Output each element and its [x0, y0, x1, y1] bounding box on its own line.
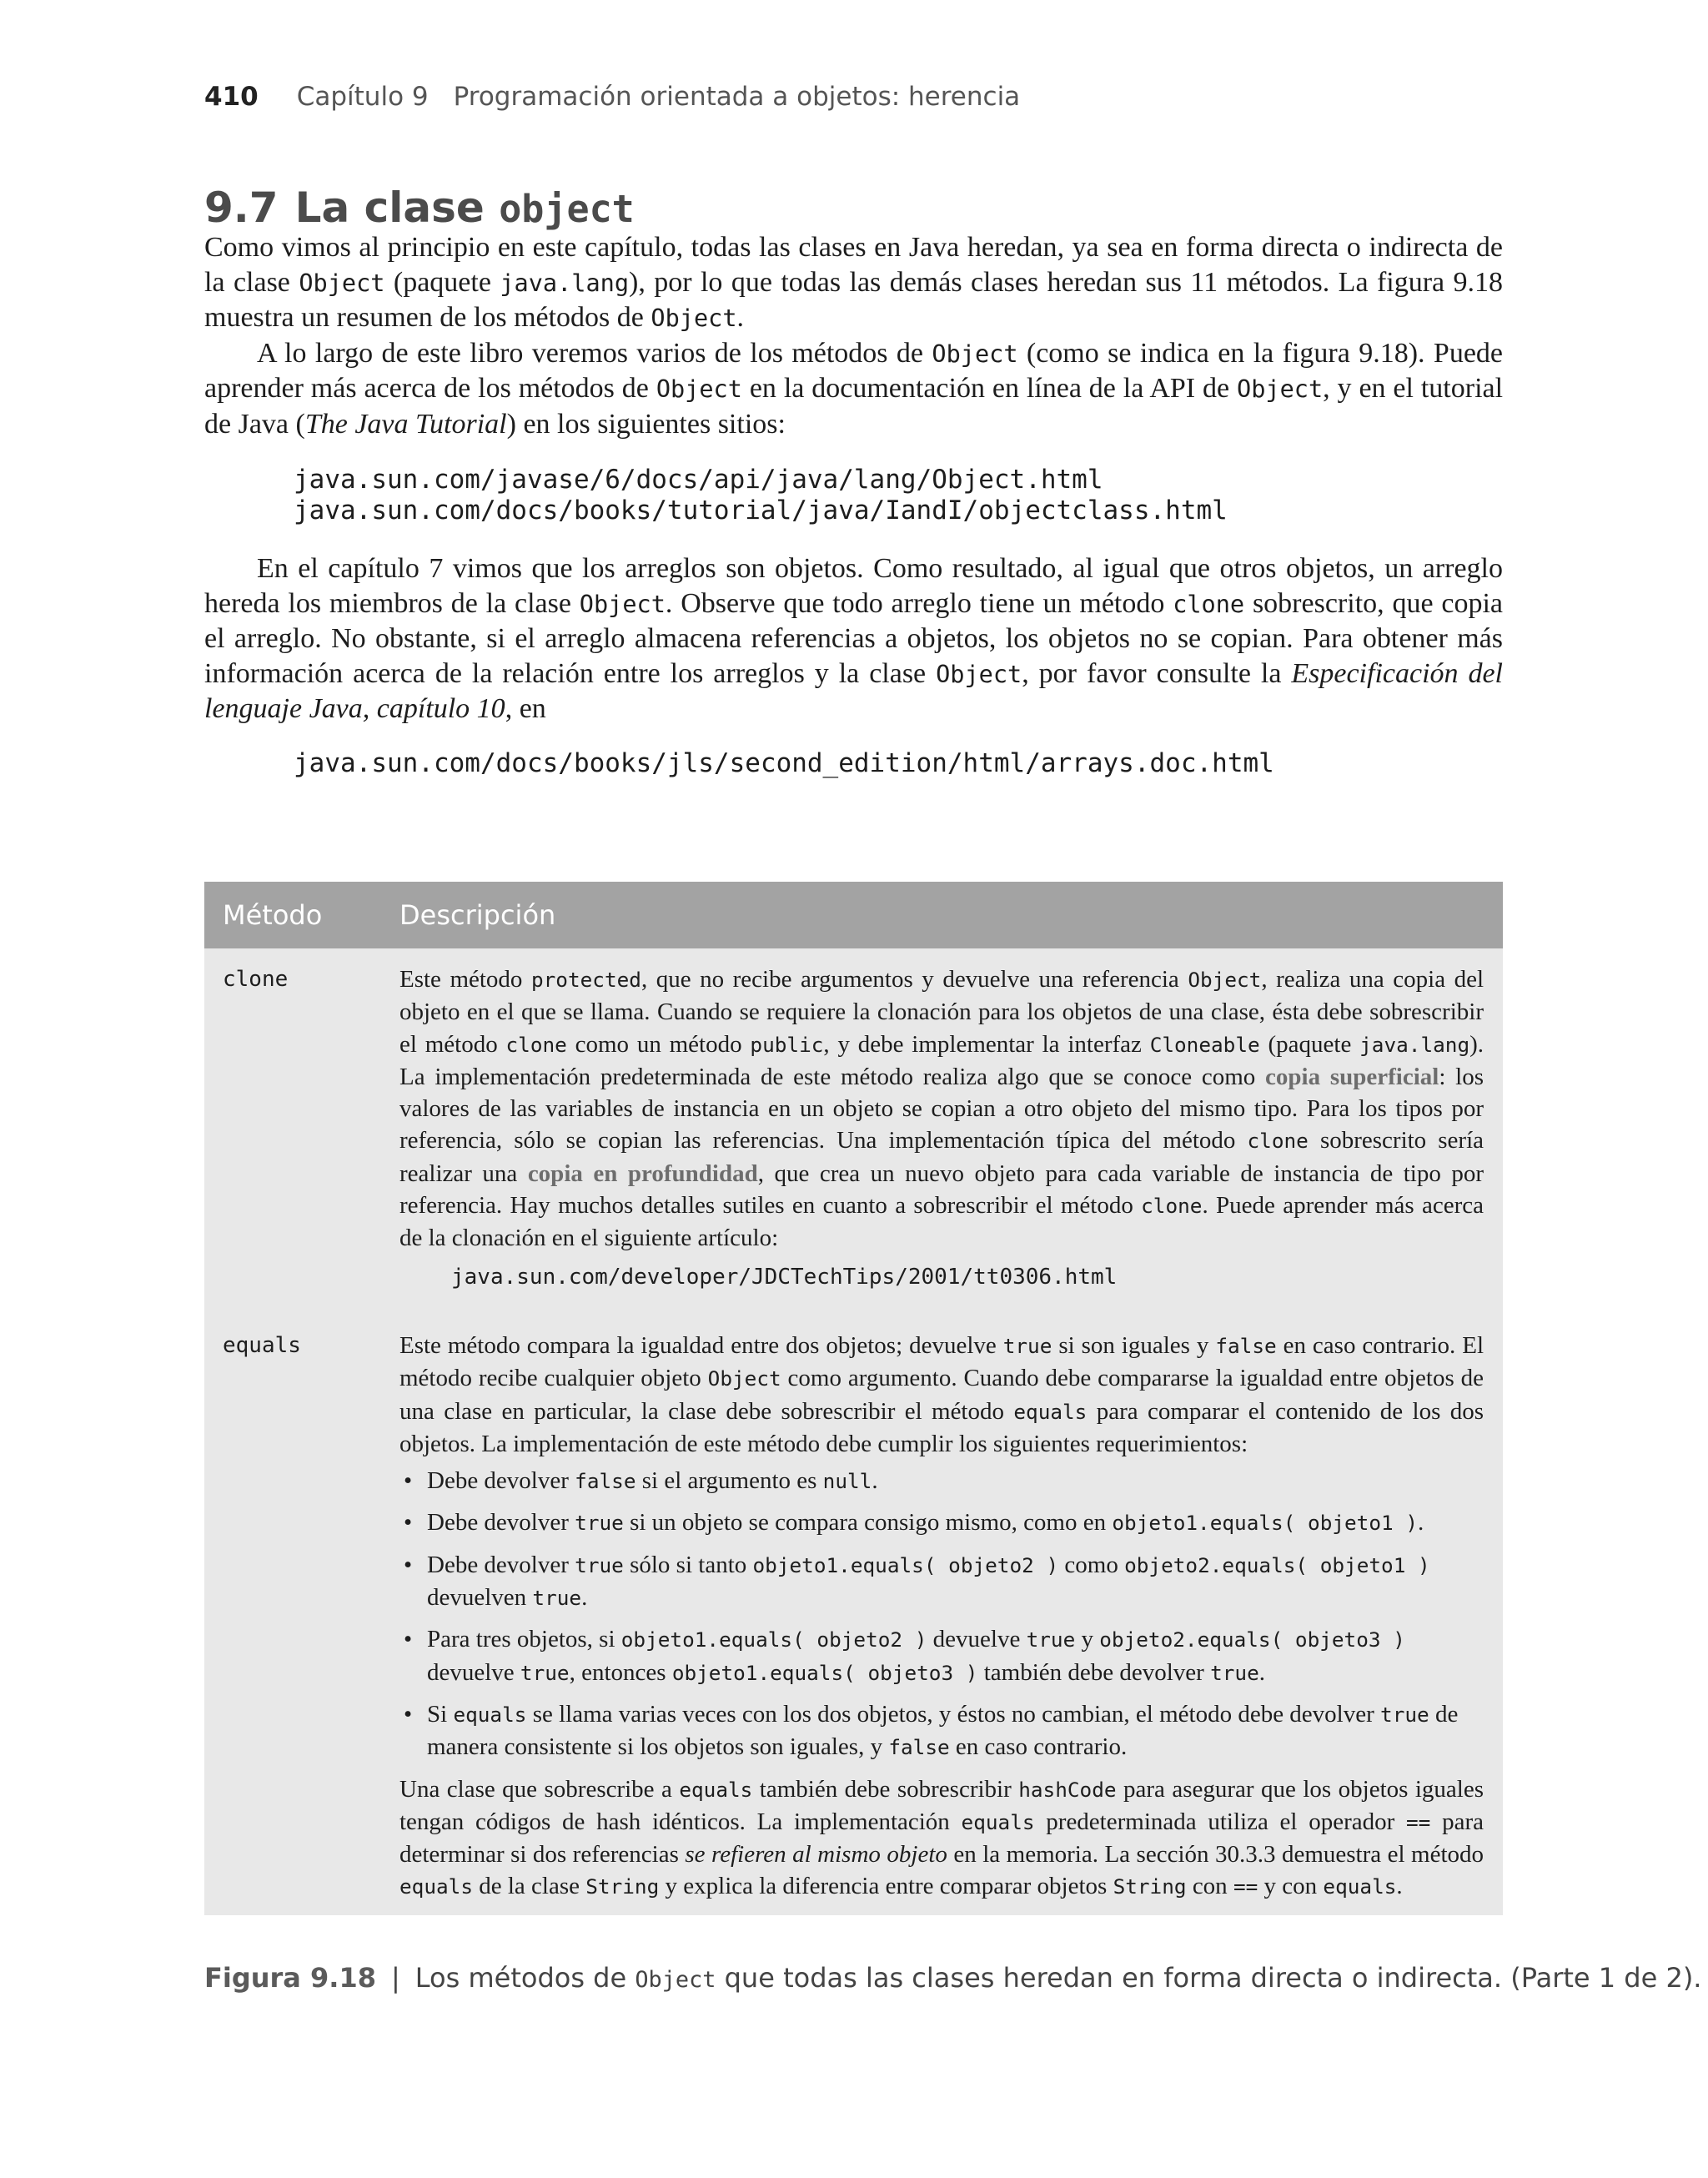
column-header-description: Descripción — [399, 899, 556, 931]
figure-caption: Figura 9.18 | Los métodos de Object que todas las clases heredan en forma directa o indirecta. (Parte 1 de 2). — [204, 1962, 1702, 1994]
paragraph-2: A lo largo de este libro veremos varios de los métodos de Object (como se indica en la figura 9.18). Puede aprender más acerca de los métodos de Object en la documentación en línea de la API de Object, y en el tutorial de Java (The Java Tutorial) en los siguientes sitios: — [204, 337, 1504, 440]
key-term: copia en profundidad — [527, 1159, 758, 1187]
section-title — [204, 184, 635, 232]
url-line: java.sun.com/docs/books/jls/second_edition/html/arrays.doc.html — [294, 747, 1274, 778]
requirements-list — [399, 1465, 1484, 1763]
column-header-method: Método — [223, 899, 323, 931]
paragraph-1: Como vimos al principio en este capítulo, todas las clases en Java heredan, ya sea en forma directa o indirecta de la clase Object (paquete java.lang), por lo que todas las demás clases heredan sus 11 métodos. La figura 9.18 muestra un resumen de los métodos de Object. — [204, 232, 1504, 333]
key-term: copia superficial — [1265, 1063, 1439, 1090]
table-row-equals — [204, 1293, 1503, 1904]
methods-table — [204, 882, 1503, 1915]
chapter-label: Capítulo 9 — [296, 82, 429, 112]
list-item: • Debe devolver true si un objeto se compara consigo mismo, como en objeto1.equals( objeto1 ). — [399, 1506, 1484, 1539]
paragraph-3: En el capítulo 7 vimos que los arreglos son objetos. Como resultado, al igual que otros objetos, un arreglo hereda los miembros de la clase Object. Observe que todo arreglo tiene un método clone sobrescrito, que copia el arreglo. No obstante, si el arreglo almacena referencias a objetos, los objetos no se copian. Para obtener más información acerca de la relación entre los arreglos y la clase Object, por favor consulte la Especificación del lenguaje Java, capítulo 10, en — [204, 553, 1504, 724]
list-item: • Debe devolver true sólo si tanto objeto1.equals( objeto2 ) como objeto2.equals( objeto1 ) devuelven true. — [399, 1549, 1484, 1615]
method-name: equals — [223, 1332, 301, 1358]
method-name: clone — [223, 967, 289, 992]
running-head — [204, 82, 1020, 112]
table-header — [204, 882, 1503, 948]
list-item: • Debe devolver false si el argumento es null. — [399, 1465, 1484, 1497]
url-block-1 — [294, 465, 1503, 526]
section-title-code: object — [499, 187, 635, 231]
method-description: Este método compara la igualdad entre dos objetos; devuelve true si son iguales y false en caso contrario. El método recibe cualquier objeto Object como argumento. Cuando debe compararse la igualdad entre objetos de una clase en particular, la clase debe sobrescribir el método equals para comparar el contenido de los dos objetos. La implementación de este método debe cumplir los siguientes requerimientos: • Debe devolver false si el argumento es null. • Debe devolver true si un objeto se compara consigo mismo, como en objeto1.equals( objeto1 ). • Debe devolver true sólo si tanto objeto1.equals( objeto2 ) como objeto2.equals( objeto1 ) devuelven true. • Para tres objetos, si objeto1.equals( objeto2 ) devuelve true y objeto2.equals( objeto3 ) devuelve true, entonces objeto1.equals( objeto3 ) también debe devolver true. • Si equals se llama varias veces con los dos objetos, y éstos no cambian, el método debe devolver true de manera consistente si los objetos son iguales, y false en caso contrario. Una clase que sobrescribe a equals también debe sobrescribir hashCode para asegurar que los objetos iguales tengan códigos de hash idénticos. La implementación equals predeterminada utiliza el operador == para determinar si dos referencias se refieren al mismo objeto en la memoria. La sección 30.3.3 demuestra el método equals de la clase String y explica la diferencia entre comparar objetos String con == y con equals. — [399, 1330, 1484, 1904]
figure-label: Figura 9.18 — [204, 1962, 376, 1994]
section-title-text: La clase — [294, 184, 485, 232]
page-number: 410 — [204, 82, 259, 112]
clone-article-url: java.sun.com/developer/JDCTechTips/2001/tt0306.html — [451, 1264, 1118, 1290]
body-text — [204, 230, 1503, 804]
table-row-clone — [204, 948, 1503, 1293]
url-line: java.sun.com/docs/books/tutorial/java/IandI/objectclass.html — [294, 495, 1228, 526]
url-line: java.sun.com/javase/6/docs/api/java/lang/Object.html — [294, 465, 1103, 495]
chapter-title: Programación orientada a objetos: herencia — [453, 82, 1021, 112]
list-item: • Si equals se llama varias veces con los dos objetos, y éstos no cambian, el método debe devolver true de manera consistente si los objetos son iguales, y false en caso contrario. — [399, 1698, 1484, 1764]
caption-divider: | — [390, 1962, 400, 1994]
url-block-2 — [294, 748, 1503, 779]
method-description: Este método protected, que no recibe argumentos y devuelve una referencia Object, realiza una copia del objeto en el que se llama. Cuando se requiere la clonación para los objetos de una clase, ésta debe sobrescribir el método clone como un método public, y debe implementar la interfaz Cloneable (paquete java.lang). La implementación predeterminada de este método realiza algo que se conoce como copia superficial: los valores de las variables de instancia en un objeto se copian a otro objeto del mismo tipo. Para los tipos por referencia, sólo se copian las referencias. Una implementación típica del método clone sobrescrito sería realizar una copia en profundidad, que crea un nuevo objeto para cada variable de instancia de tipo por referencia. Hay muchos detalles sutiles en cuanto a sobrescribir el método clone. Puede aprender más acerca de la clonación en el siguiente artículo: java.sun.com/developer/JDCTechTips/2001/tt0306.html — [399, 963, 1484, 1293]
list-item: • Para tres objetos, si objeto1.equals( objeto2 ) devuelve true y objeto2.equals( objeto3 ) devuelve true, entonces objeto1.equals( objeto3 ) también debe devolver true. — [399, 1623, 1484, 1689]
section-number: 9.7 — [204, 184, 279, 232]
